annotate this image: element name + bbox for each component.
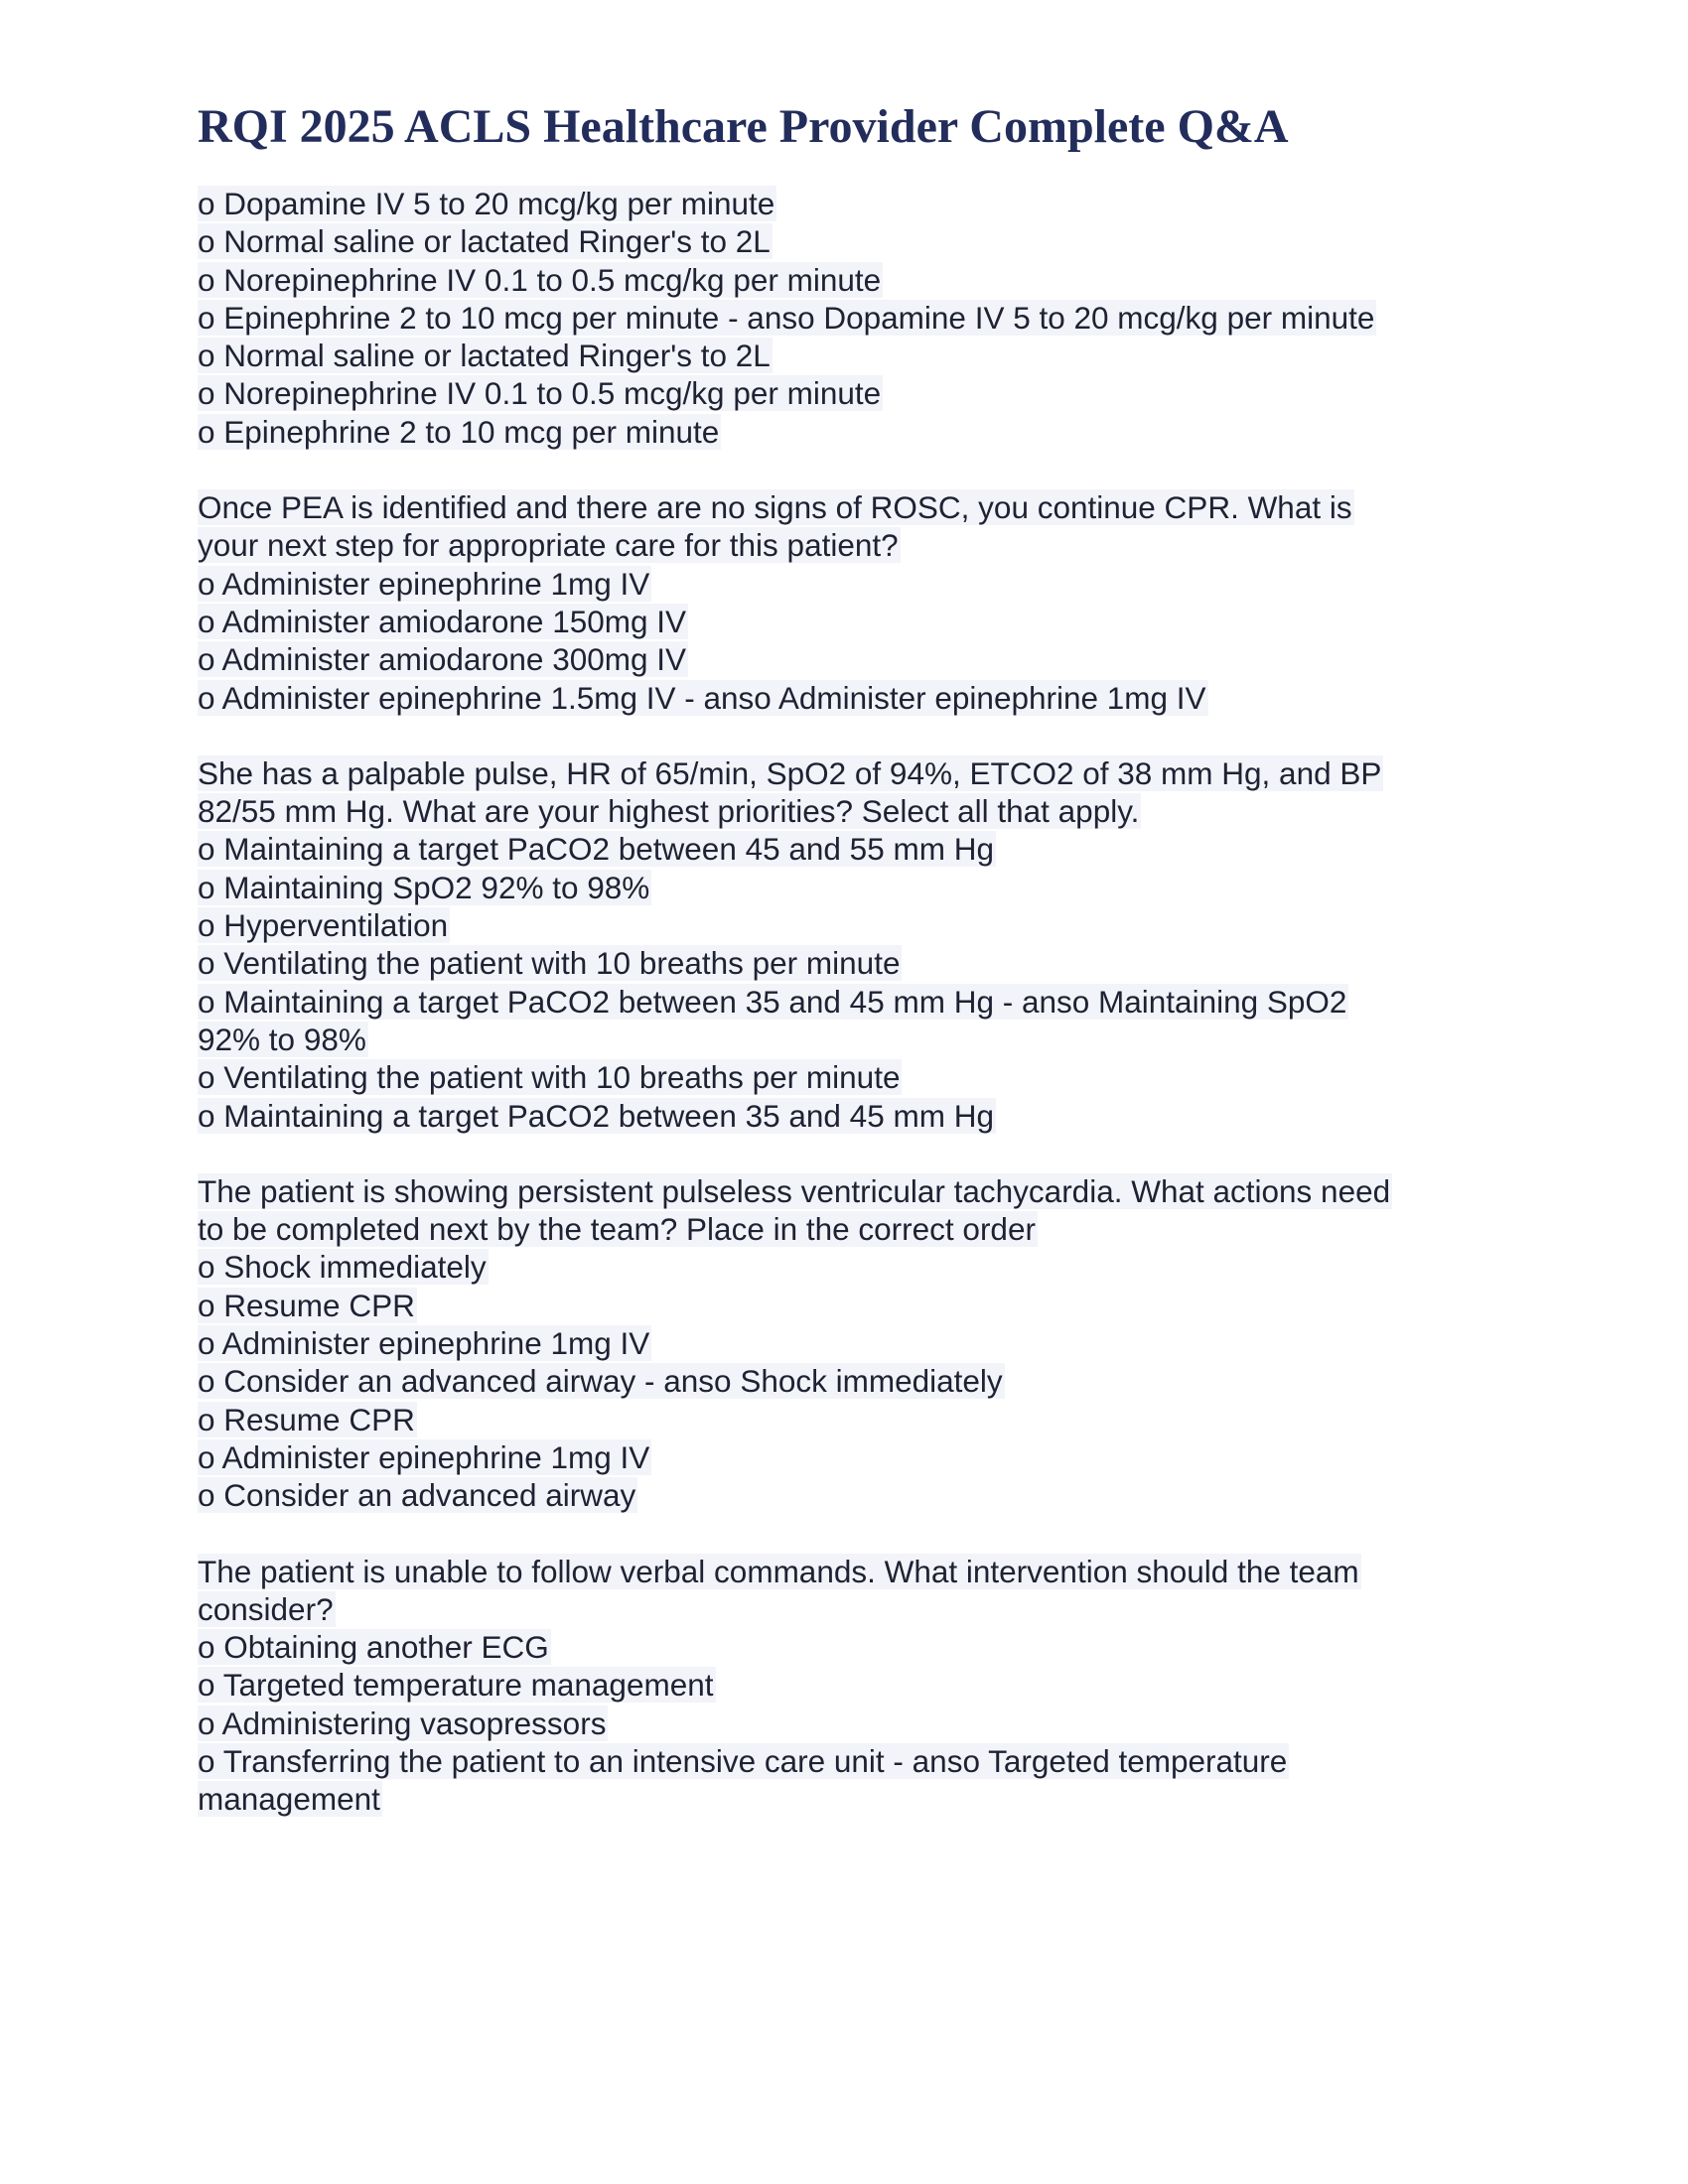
option-line: o Maintaining a target PaCO2 between 35 and 45 mm Hg (198, 1097, 994, 1134)
option-line: 92% to 98% (198, 1021, 366, 1057)
option-line: o Obtaining another ECG (198, 1629, 549, 1666)
option-line: o Hyperventilation (198, 907, 449, 944)
option-line: o Ventilating the patient with 10 breaths per minute (198, 945, 901, 982)
option-line: o Resume CPR (198, 1287, 415, 1323)
option-line: o Maintaining a target PaCO2 between 35 and 45 mm Hg - anso Maintaining SpO2 (198, 983, 1347, 1020)
question-text-line: The patient is unable to follow verbal commands. What intervention should the team (198, 1553, 1359, 1589)
question-text-line: Once PEA is identified and there are no signs of ROSC, you continue CPR. What is (198, 489, 1352, 526)
options-block-vasopressors (198, 185, 1508, 451)
option-line: o Shock immediately (198, 1249, 487, 1286)
option-line: o Administering vasopressors (198, 1705, 607, 1741)
option-line: o Resume CPR (198, 1401, 415, 1437)
question-text-line: She has a palpable pulse, HR of 65/min, SpO2 of 94%, ETCO2 of 38 mm Hg, and BP (198, 754, 1382, 791)
document-page (198, 97, 1508, 1856)
option-line: o Maintaining SpO2 92% to 98% (198, 869, 650, 905)
option-line: o Transferring the patient to an intensive care unit - anso Targeted temperature (198, 1742, 1288, 1779)
option-line: o Consider an advanced airway - anso Shock immediately (198, 1363, 1003, 1400)
document-title: RQI 2025 ACLS Healthcare Provider Complete Q&A (198, 100, 1289, 153)
option-line: o Maintaining a target PaCO2 between 45 and 55 mm Hg (198, 831, 994, 868)
question-text-line: 82/55 mm Hg. What are your highest priorities? Select all that apply. (198, 793, 1140, 830)
text-line: o Dopamine IV 5 to 20 mcg/kg per minute (198, 186, 775, 221)
option-line: management (198, 1781, 380, 1818)
text-line: o Norepinephrine IV 0.1 to 0.5 mcg/kg per minute (198, 375, 882, 412)
option-line: o Targeted temperature management (198, 1667, 714, 1704)
text-line: o Normal saline or lactated Ringer's to 2L (198, 223, 771, 260)
text-line: o Epinephrine 2 to 10 mcg per minute (198, 413, 720, 450)
text-line: o Norepinephrine IV 0.1 to 0.5 mcg/kg per minute (198, 261, 882, 298)
option-line: o Administer epinephrine 1.5mg IV - anso Administer epinephrine 1mg IV (198, 679, 1206, 716)
question-text-line: to be completed next by the team? Place in the correct order (198, 1211, 1036, 1248)
question-text-line: your next step for appropriate care for this patient? (198, 527, 899, 564)
option-line: o Administer epinephrine 1mg IV (198, 1438, 650, 1475)
option-line: o Ventilating the patient with 10 breaths per minute (198, 1059, 901, 1096)
question-block-pulseless-vt (198, 1172, 1508, 1515)
question-text-line: The patient is showing persistent pulseless ventricular tachycardia. What actions need (198, 1172, 1391, 1209)
option-line: o Administer amiodarone 300mg IV (198, 641, 687, 678)
option-line: o Administer amiodarone 150mg IV (198, 603, 687, 639)
question-block-verbal-commands (198, 1553, 1508, 1819)
text-line: o Normal saline or lactated Ringer's to 2L (198, 338, 771, 374)
question-text-line: consider? (198, 1590, 334, 1627)
question-block-pea (198, 488, 1508, 717)
text-line: o Epinephrine 2 to 10 mcg per minute - anso Dopamine IV 5 to 20 mcg/kg per minute (198, 299, 1375, 336)
option-line: o Administer epinephrine 1mg IV (198, 565, 650, 602)
option-line: o Administer epinephrine 1mg IV (198, 1325, 650, 1362)
option-line: o Consider an advanced airway (198, 1477, 636, 1514)
question-block-rosc-priorities (198, 754, 1508, 1135)
